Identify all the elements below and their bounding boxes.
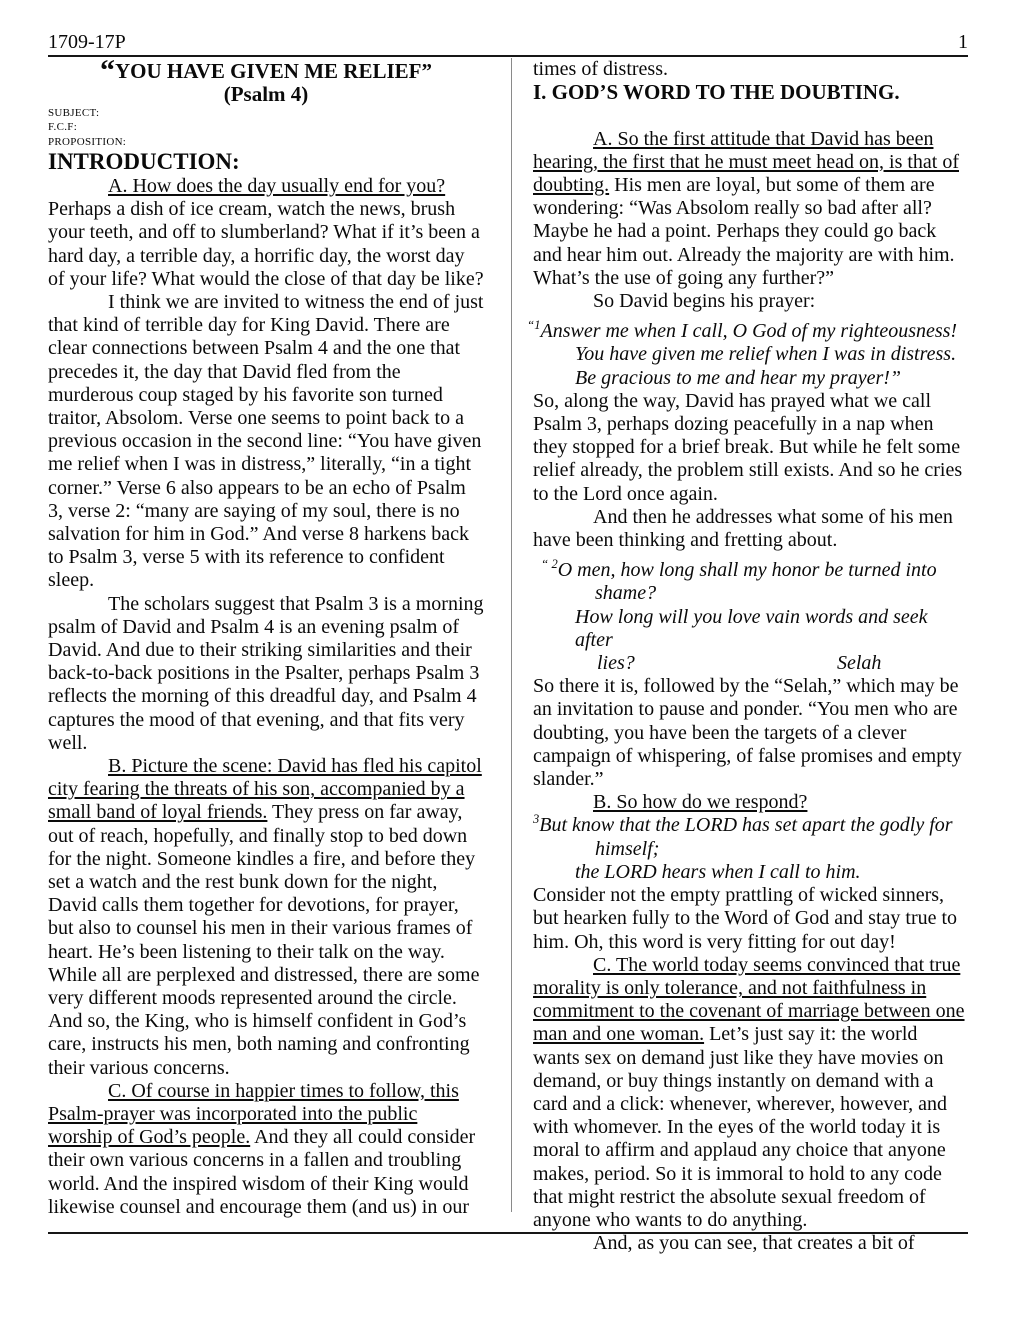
paragraph-selah-comment: So there it is, followed by the “Selah,” which may be an invitation to pause and ponder. “You men who are doubting, you have been the targets of a clever campaign of whispering, of false promises and empty slander.” — [533, 675, 962, 791]
column-divider — [511, 58, 512, 1212]
verse-text: the LORD hears when I call to him. — [575, 860, 861, 883]
verse-open-quote: “ — [541, 556, 552, 572]
right-column — [527, 58, 969, 1255]
point-a-body: Perhaps a dish of ice cream, watch the news, brush your teeth, and off to slumberland? What if it’s been a hard day, a terrible day, a horrific day, the worst day of your life? What would the close of that day be like? — [48, 198, 484, 290]
point-c-body-right: Let’s just say it: the world wants sex on demand just like they have movies on demand, or buy things instantly on demand with a card and a click: whenever, wherever, however, and with whomever. In the eyes of the world today it is moral to affirm and applaud any choice that anyone makes, period. So it is immoral to hold to any code that might restrict the absolute sexual freedom of anyone who wants to do anything. — [533, 1023, 948, 1231]
verse-line — [533, 367, 969, 390]
paragraph-point-a — [533, 128, 969, 290]
title-close-quote: ” — [421, 59, 432, 83]
verse-open-quote: “ — [527, 317, 535, 333]
verse-text: himself; — [595, 837, 660, 860]
header-page-number: 1 — [958, 31, 968, 53]
verse-block-psalm4-2 — [533, 552, 969, 675]
meta-line-subject: SUBJECT: — [48, 107, 100, 119]
verse-line — [533, 652, 969, 675]
paragraph-point-c — [533, 954, 969, 1232]
verse-number: 3 — [533, 812, 540, 827]
paragraph-consider: Consider not the empty prattling of wicked sinners, but hearken fully to the Word of God and stay true to him. Oh, this word is very fitting for out day! — [533, 884, 958, 953]
sermon-title — [48, 54, 484, 87]
verse-text: But know that the LORD has set apart the godly for — [539, 814, 953, 837]
paragraph-scholars: The scholars suggest that Psalm 3 is a morning psalm of David and Psalm 4 is an evening psalm of David. And due to their striking similarities and their back-to-back positions in the Psalter, perhaps Psalm 3 reflects the morning of this dreadful day, and Psalm 4 captures the mood of that evening, and that fits very well. — [48, 592, 484, 754]
verse-line — [527, 313, 969, 343]
verse-text: lies? — [597, 652, 635, 675]
header-doc-id: 1709-17P — [48, 31, 126, 53]
verse-text: How long will you love vain words and seek after — [575, 605, 928, 651]
point-b-underlined-lead-right: B. So how do we respond? — [593, 791, 808, 814]
verse-number: 1 — [534, 318, 541, 333]
paragraph-i-think: I think we are invited to witness the end of just that kind of terrible day for King David. There are clear connections between Psalm 4 and the one that precedes it, the day that David fled from the murderous coup staged by his favorite son turned traitor, Absolom. Verse one seems to point back to a previous occasion in the second line: “You have given me relief when I was in distress,” literally, “in a tight corner.” Verse 6 also appears to be an echo of Psalm 3, verse 2: “many are saying of my soul, there is no salvation for him in God.” And verse 8 harkens back to Psalm 3, verse 5 with its reference to confident sleep. — [48, 290, 484, 592]
verse-text: shame? — [595, 582, 657, 605]
verse-line — [533, 861, 969, 884]
point-c-body: And they all could consider their own various concerns in a fallen and troubling world. And the inspired wisdom of their King would likewise counsel and encourage them (and us) in our — [48, 1126, 476, 1218]
paragraph-intro-b — [48, 755, 484, 1080]
paragraph-last: And, as you can see, that creates a bit of — [593, 1232, 915, 1255]
left-column — [48, 54, 484, 1232]
meta-line-fcf: F.C.F: — [48, 121, 78, 134]
paragraph-prayer-intro: So David begins his prayer: — [593, 290, 816, 313]
verse-text: O men, how long shall my honor be turned into — [557, 559, 937, 582]
continuation-line: times of distress. — [533, 58, 668, 80]
header-rule — [48, 55, 968, 57]
sermon-subtitle: (Psalm 4) — [223, 82, 309, 106]
title-open-quote: “ — [100, 54, 115, 87]
section-heading-1: I. GOD’S WORD TO THE DOUBTING. — [533, 80, 900, 105]
point-c-underlined-lead-right: C. The world today seems convinced that true morality is only tolerance, and not faithfulness in commitment to the covenant of marriage between one man and one woman. — [533, 953, 965, 1046]
verse-text: Be gracious to me and hear my prayer!” — [575, 366, 902, 389]
paragraph-so-along: So, along the way, David has prayed what we call Psalm 3, perhaps dozing peacefully in a nap when they stopped for a brief break. But while he felt some relief already, the problem still exists. And so he cries to the Lord once again. — [533, 389, 963, 505]
paragraph-intro-a — [48, 175, 484, 291]
verse-block-psalm4-3 — [533, 814, 969, 884]
point-c-underlined-lead: C. Of course in happier times to follow, this Psalm-prayer was incorporated into the public worship of God’s people. — [48, 1079, 459, 1149]
meta-line-proposition: PROPOSITION: — [48, 135, 127, 148]
point-b-body: They press on far away, out of reach, hopefully, and finally stop to bed down for the night. Someone kindles a fire, and before they set a watch and the rest bunk down for the night, David calls them together for devotions, for prayer, but also to counsel his men in their various frames of heart. He’s been listening to their talk on the way. While all are perplexed and distressed, there are some very different moods represented around the circle. And so, the King, who is himself confident in God’s care, instructs his men, both naming and confronting their various concerns. — [48, 801, 480, 1079]
verse-line — [533, 343, 969, 366]
point-a-underlined-lead: A. How does the day usually end for you? — [108, 174, 446, 197]
point-a-underlined-lead-right: A. So the first attitude that David has been hearing, the first that he must meet head on, is that of doubting. — [533, 127, 959, 196]
verse-number: 2 — [551, 557, 558, 572]
verse-text: You have given me relief when I was in distress. — [575, 343, 957, 366]
paragraph-point-b — [533, 791, 969, 814]
selah-label: Selah — [837, 652, 882, 675]
point-b-underlined-lead: B. Picture the scene: David has fled his capitol city fearing the threats of his son, accompanied by a small band of loyal friends. — [48, 754, 482, 824]
verse-line — [533, 814, 969, 837]
verse-text: Answer me when I call, O God of my righteousness! — [540, 320, 958, 343]
paragraph-intro-c — [48, 1080, 484, 1219]
verse-line — [533, 552, 969, 582]
verse-line — [533, 606, 969, 652]
introduction-heading: INTRODUCTION: — [48, 148, 240, 174]
verse-block-psalm4-1 — [527, 313, 969, 390]
point-a-body-right: His men are loyal, but some of them are wondering: “Was Absolom really so bad after all? Maybe he had a point. Perhaps they could go back and hear him out. Already the majority are with him. What’s the use of going any further?” — [533, 174, 955, 289]
verse-line — [533, 582, 969, 605]
sermon-title-text: YOU HAVE GIVEN ME RELIEF — [115, 59, 422, 83]
paragraph-addresses: And then he addresses what some of his men have been thinking and fretting about. — [533, 505, 953, 552]
verse-line — [533, 838, 969, 861]
